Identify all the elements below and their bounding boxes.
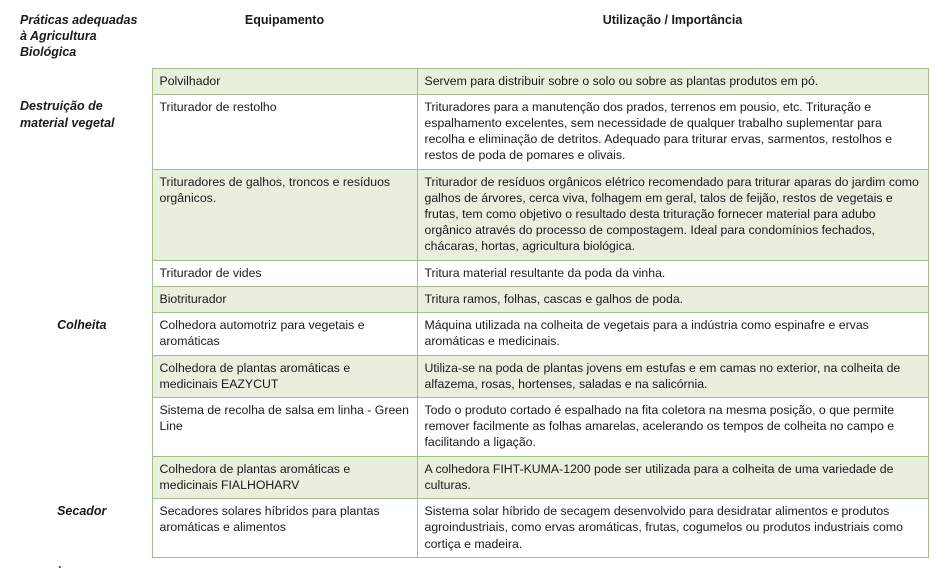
use-cell: A colhedora FIHT-KUMA-1200 pode ser utilizada para a colheita de uma variedade de culturas. bbox=[417, 456, 928, 498]
table-header-row bbox=[12, 8, 928, 68]
table-row bbox=[12, 499, 928, 558]
use-cell: Triturador de resíduos orgânicos elétrico recomendado para triturar aparas do jardim como galhos de árvores, cerca viva, folhagem em geral, talos de feijão, restos de vegetais e frutas, tem como objetivo o resultado desta trituração fornecer material para adubo orgânico através do processo de compostagem. Ideal para condomínios fechados, chácaras, hortas, agricultura biológica. bbox=[417, 169, 928, 260]
equipment-cell: Sistema de recolha de salsa em linha - Green Line bbox=[152, 398, 417, 457]
table-row bbox=[12, 94, 928, 169]
equipment-cell: Secadores solares híbridos para plantas aromáticas e alimentos bbox=[152, 499, 417, 558]
table-row bbox=[12, 313, 928, 355]
equipment-cell: Colhedora de plantas aromáticas e medicinais EAZYCUT bbox=[152, 355, 417, 397]
practice-cell bbox=[12, 260, 152, 286]
table-body bbox=[12, 68, 928, 557]
equipment-cell: Polvilhador bbox=[152, 68, 417, 94]
table-row bbox=[12, 355, 928, 397]
column-header-use: Utilização / Importância bbox=[417, 8, 928, 68]
practice-cell bbox=[12, 398, 152, 457]
equipment-cell: Triturador de restolho bbox=[152, 94, 417, 169]
practice-cell: Colheita bbox=[12, 313, 152, 355]
use-cell: Máquina utilizada na colheita de vegetais para a indústria como espinafre e ervas aromáticas e medicinais. bbox=[417, 313, 928, 355]
equipment-cell: Colhedora automotriz para vegetais e aromáticas bbox=[152, 313, 417, 355]
practice-cell bbox=[12, 286, 152, 312]
column-header-equipment: Equipamento bbox=[152, 8, 417, 68]
equipment-cell: Trituradores de galhos, troncos e resíduos orgânicos. bbox=[152, 169, 417, 260]
table-row bbox=[12, 68, 928, 94]
practice-cell bbox=[12, 68, 152, 94]
column-header-practice: Práticas adequadas à Agricultura Biológica bbox=[12, 8, 152, 68]
practice-cell bbox=[12, 355, 152, 397]
table-header bbox=[12, 8, 928, 68]
practice-cell: Destruição de material vegetal bbox=[12, 94, 152, 169]
use-cell: Todo o produto cortado é espalhado na fita coletora na mesma posição, o que permite remover facilmente as folhas amarelas, acelerando os tempos de colheita no campo e facilitando a ligação. bbox=[417, 398, 928, 457]
table-row bbox=[12, 456, 928, 498]
practice-cell bbox=[12, 169, 152, 260]
use-cell: Tritura ramos, folhas, cascas e galhos de poda. bbox=[417, 286, 928, 312]
table-row bbox=[12, 398, 928, 457]
practice-cell: Secador bbox=[12, 499, 152, 558]
use-cell: Tritura material resultante da poda da vinha. bbox=[417, 260, 928, 286]
equipment-cell: Biotriturador bbox=[152, 286, 417, 312]
equipment-cell: Triturador de vides bbox=[152, 260, 417, 286]
use-cell: Utiliza-se na poda de plantas jovens em estufas e em camas no exterior, na colheita de alfazema, rosas, hortenses, saladas e na salicórnia. bbox=[417, 355, 928, 397]
use-cell: Sistema solar híbrido de secagem desenvolvido para desidratar alimentos e produtos agroindustriais, como ervas aromáticas, frutas, cogumelos ou produtos industriais como cortiça e madeira. bbox=[417, 499, 928, 558]
equipment-cell: Colhedora de plantas aromáticas e medicinais FIALHOHARV bbox=[152, 456, 417, 498]
table-row bbox=[12, 260, 928, 286]
table-row bbox=[12, 169, 928, 260]
table-row bbox=[12, 286, 928, 312]
footnote-marker: . bbox=[58, 556, 62, 571]
use-cell: Servem para distribuir sobre o solo ou sobre as plantas produtos em pó. bbox=[417, 68, 928, 94]
equipment-table bbox=[12, 8, 929, 558]
use-cell: Trituradores para a manutenção dos prados, terrenos em pousio, etc. Trituração e espalhamento excelentes, sem necessidade de qualquer trabalho suplementar para recolha e eliminação de detritos. Adequado para triturar ervas, sarmentos, restolhos e restos de poda de pomares e olivais. bbox=[417, 94, 928, 169]
practice-cell bbox=[12, 456, 152, 498]
